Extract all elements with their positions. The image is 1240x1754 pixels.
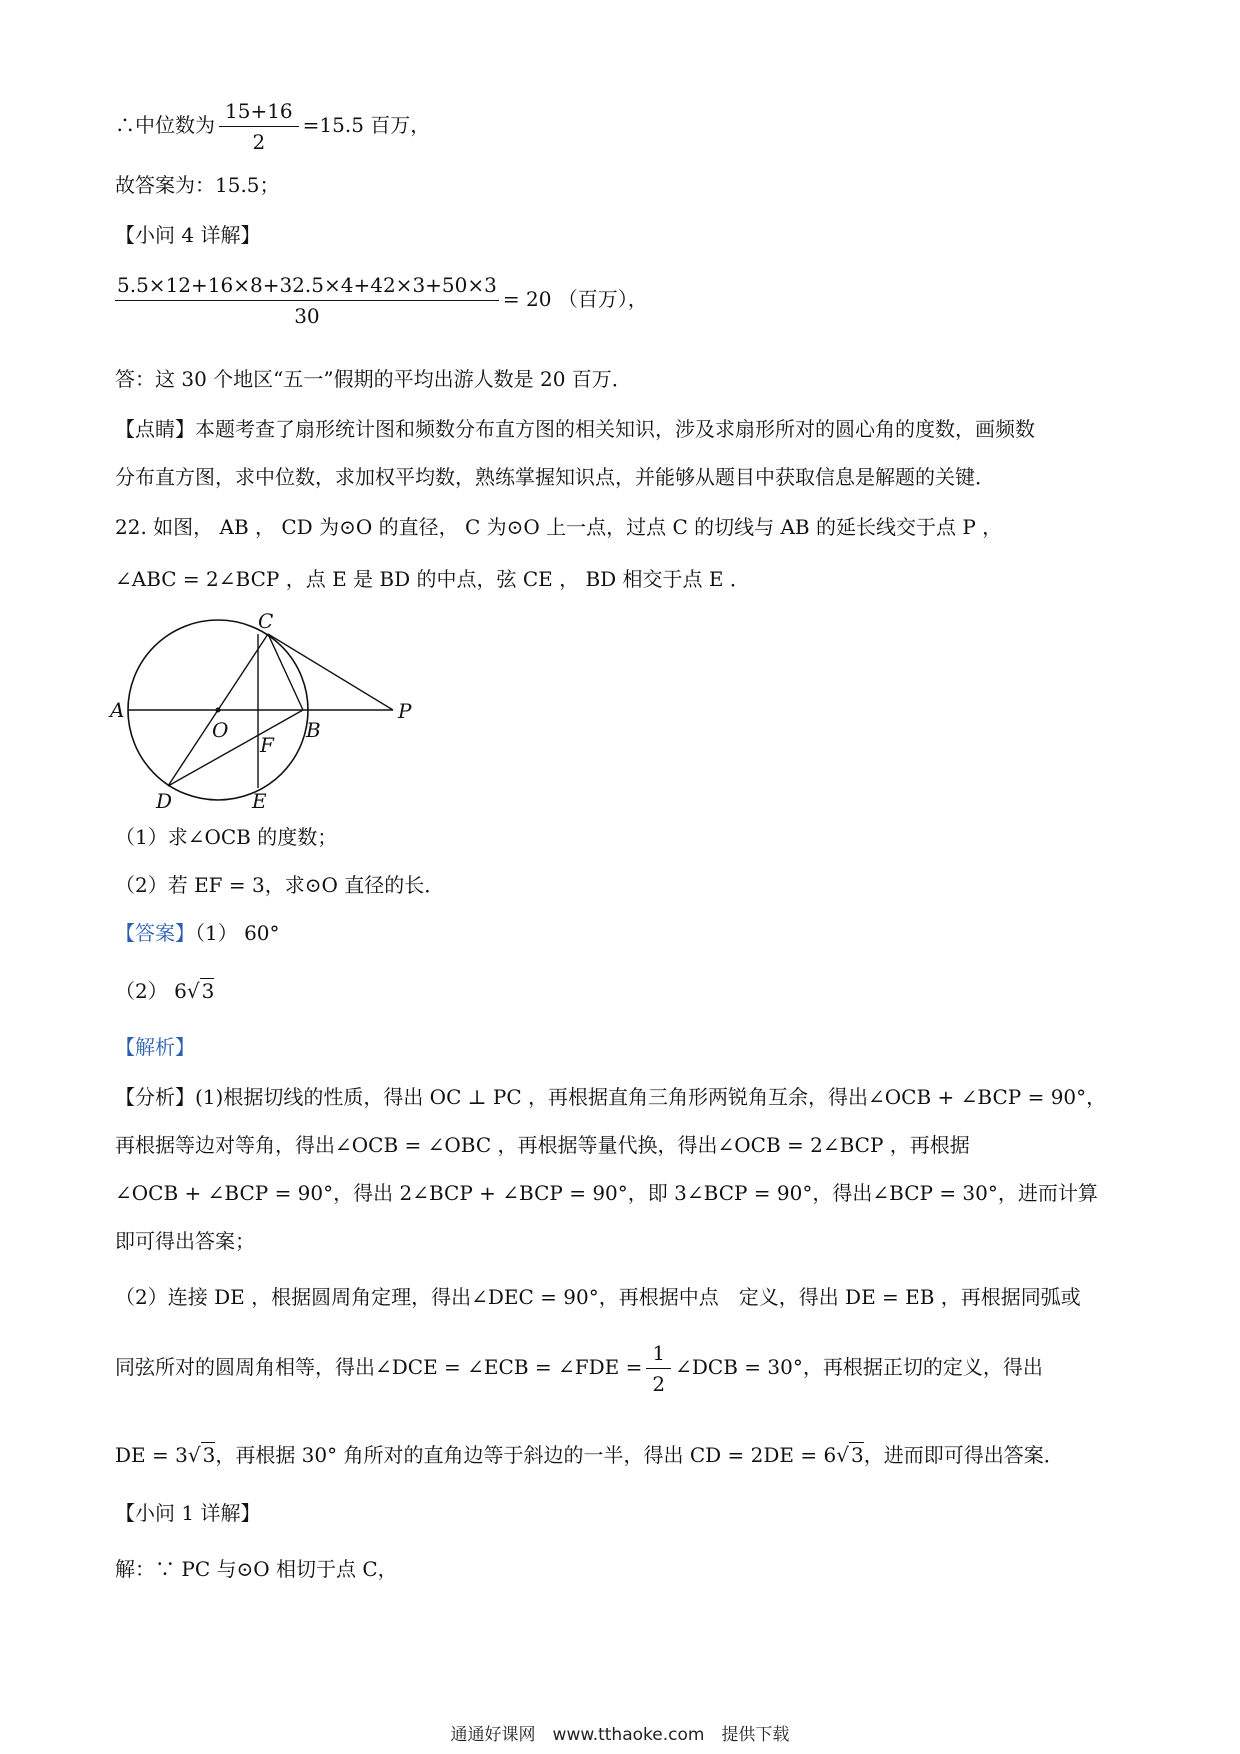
analysis-line-3: ∠OCB + ∠BCP = 90°，得出 2∠BCP + ∠BCP = 90°，即 3∠BCP = 90°，得出∠BCP = 30°，进而计算 (115, 1181, 1098, 1205)
label-f: F (260, 733, 274, 757)
dianjing-line-1: 【点睛】本题考查了扇形统计图和频数分布直方图的相关知识，涉及求扇形所对的圆心角的度数，画频数 (115, 417, 1035, 441)
question-22-line-1: 22. 如图， AB ， CD 为⊙O 的直径， C 为⊙O 上一点，过点 C 的切线与 AB 的延长线交于点 P ， (115, 515, 1003, 539)
label-c: C (258, 612, 274, 633)
de-sqrt: √ 3 (187, 1443, 216, 1467)
circle-figure (108, 612, 428, 812)
analysis-6-suffix: ∠DCB = 30°，再根据正切的定义，得出 (675, 1355, 1043, 1379)
label-p: P (398, 699, 412, 723)
analysis-line-6 (115, 1338, 1043, 1399)
line-cp (268, 634, 393, 710)
answer-line-2 (115, 976, 214, 1006)
answer-2-prefix: （2） 6 (115, 979, 187, 1003)
analysis-line-5: （2）连接 DE ，根据圆周角定理，得出∠DEC = 90°，再根据中点 定义，得出 DE = EB ，再根据同弧或 (115, 1285, 1081, 1309)
median-numerator: 15+16 (219, 96, 299, 127)
half-numerator: 1 (646, 1338, 671, 1369)
median-denominator: 2 (252, 130, 266, 154)
label-d: D (156, 789, 173, 812)
median-fraction (219, 96, 299, 157)
analysis-line-4: 即可得出答案； (115, 1229, 255, 1253)
q1-header: 【小问 1 详解】 (115, 1501, 261, 1525)
cd-sqrt: √ 3 (836, 1443, 864, 1467)
sub-question-2: （2）若 EF = 3，求⊙O 直径的长． (115, 873, 445, 897)
line-db (168, 710, 303, 786)
solution-start: 解：∵ PC 与⊙O 相切于点 C， (115, 1557, 398, 1581)
mean-fraction (115, 270, 499, 331)
analysis-line-7 (115, 1440, 1064, 1470)
mean-suffix: = 20 （百万）， (502, 287, 648, 311)
mean-line (115, 270, 648, 331)
analysis-line-1: 【分析】(1)根据切线的性质，得出 OC ⊥ PC ，再根据直角三角形两锐角互余，得出∠OCB + ∠BCP = 90°， (115, 1085, 1107, 1109)
answer-2-sqrt: √ 3 (186, 979, 215, 1003)
mean-denominator: 30 (294, 304, 320, 328)
half-fraction (646, 1338, 671, 1399)
sub-question-1: （1）求∠OCB 的度数； (115, 825, 338, 849)
jiexi-header: 【解析】 (115, 1035, 195, 1059)
analysis-7-a: DE = 3 (115, 1443, 188, 1467)
label-e: E (252, 789, 267, 812)
de-radicand: 3 (202, 1443, 216, 1467)
center-point (216, 708, 221, 713)
median-prefix: ∴中位数为 (115, 113, 215, 137)
analysis-7-c: ，进而即可得出答案． (863, 1443, 1064, 1467)
cd-radicand: 3 (850, 1443, 864, 1467)
q4-header: 【小问 4 详解】 (115, 223, 261, 247)
footer-credit: 通通好课网 www.tthaoke.com 提供下载 (450, 1725, 790, 1745)
dianjing-line-2: 分布直方图，求中位数，求加权平均数，熟练掌握知识点，并能够从题目中获取信息是解题的关键． (115, 465, 995, 489)
answer-line-1 (115, 918, 280, 948)
answer-2-radicand: 3 (201, 979, 215, 1003)
answer-median: 故答案为：15.5； (115, 173, 280, 197)
question-22-line-2: ∠ABC = 2∠BCP ，点 E 是 BD 的中点，弦 CE ， BD 相交于点 E ． (115, 567, 750, 591)
mean-numerator: 5.5×12+16×8+32.5×4+42×3+50×3 (115, 270, 499, 301)
analysis-line-2: 再根据等边对等角，得出∠OCB = ∠OBC ，再根据等量代换，得出∠OCB = 2∠BCP ，再根据 (115, 1133, 970, 1157)
analysis-6-prefix: 同弦所对的圆周角相等，得出∠DCE = ∠ECB = ∠FDE = (115, 1355, 643, 1379)
analysis-7-b: ，再根据 30° 角所对的直角边等于斜边的一半，得出 CD = 2DE = 6 (215, 1443, 837, 1467)
answer-1: （1） 60° (195, 921, 280, 945)
median-line (115, 96, 430, 157)
answer-mean: 答：这 30 个地区“五一”假期的平均出游人数是 20 百万． (115, 367, 632, 391)
half-denominator: 2 (652, 1372, 666, 1396)
median-suffix: =15.5 百万， (302, 113, 431, 137)
label-o: O (212, 718, 229, 742)
label-a: A (110, 698, 125, 722)
label-b: B (306, 718, 321, 742)
answer-label: 【答案】 (115, 921, 195, 945)
